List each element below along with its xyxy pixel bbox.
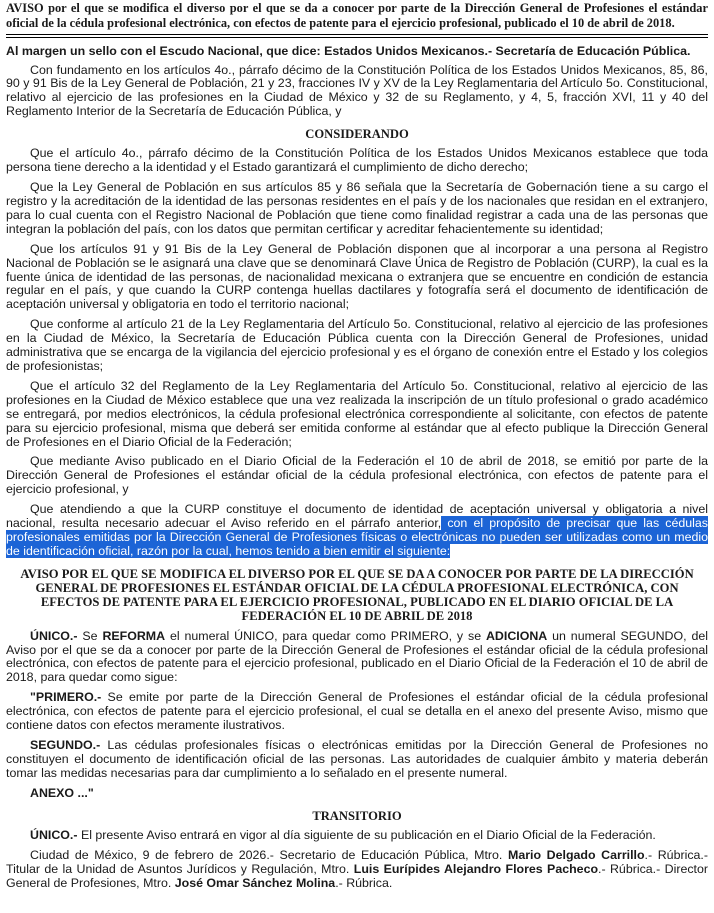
unico-text-2: el numeral ÚNICO, para quedar como PRIMERO, y se [165,628,486,643]
considerando-paragraph-4: Que conforme al artículo 21 de la Ley Reglamentaria del Artículo 5o. Constitucional, relativo al ejercicio de las profesiones en la Ciudad de México, la Secretaría de Educación Pública cuenta con la Dirección General de Profesiones, unidad administrativa que se encarga de la vigilancia del ejercicio profesional y es el órgano de conexión entre el Estado y los colegios de profesionistas; [6,317,708,374]
anexo-line [6,787,708,801]
transitorio-label: ÚNICO.- [30,827,78,842]
segundo-label: SEGUNDO.- [30,737,101,752]
title-rule-bottom [6,37,708,38]
reforma-keyword: REFORMA [102,628,166,643]
aviso-heading: AVISO POR EL QUE SE MODIFICA EL DIVERSO POR EL QUE SE DA A CONOCER POR PARTE DE LA DIRECCIÓN GENERAL DE PROFESIONES EL ESTÁNDAR OFICIAL DE LA CÉDULA PROFESIONAL ELECTRÓNICA, CON EFECTOS DE PATENTE PARA EL EJERCICIO PROFESIONAL, PUBLICADO EN EL DIARIO OFICIAL DE LA FEDERACIÓN EL 10 DE ABRIL DE 2018 [20,566,694,624]
considerando-paragraph-3: Que los artículos 91 y 91 Bis de la Ley General de Población disponen que al incorporar a una persona al Registro Nacional de Población se le asignará una clave que se denominará Clave Única de Registro de Población (CURP), la cual es la fuente única de identidad de las personas, de nacionalidad mexicana o extranjera que se encuentre en condición de estancia regular en el país, y que cuando la CURP contenga huellas dactilares y fotografía será el documento de identificación de aceptación universal y obligatoria en todo el territorio nacional; [6,241,708,312]
signature-paragraph [6,849,708,891]
margin-note: Al margen un sello con el Escudo Nacional, que dice: Estados Unidos Mexicanos.- Secretaría de Educación Pública. [6,43,691,58]
transitorio-paragraph [6,829,708,843]
segundo-text: Las cédulas profesionales físicas o electrónicas emitidas por la Dirección General de Profesiones no constituyen el documento de identificación oficial de las personas. Las autoridades de cualquier ámbito y materia deberán tomar las medidas necesarias para dar cumplimiento a lo señalado en el presente numeral. [6,737,708,780]
adiciona-keyword: ADICIONA [485,628,548,643]
anexo-label: ANEXO ..." [30,785,94,800]
primero-paragraph [6,691,708,733]
considerando-paragraph-5: Que el artículo 32 del Reglamento de la Ley Reglamentaria del Artículo 5o. Constitucional, relativo al ejercicio de las profesiones en la Ciudad de México establece que una vez realizada la inscripción de un título profesional o grado académico se entregará, por medios electrónicos, la cédula profesional electrónica correspondiente al solicitante, con efectos de patente para su ejercicio profesional, misma que deberá ser emitida conforme al estándar que al efecto publique la Dirección General de Profesiones en el Diario Oficial de la Federación; [6,378,708,449]
unico-text-1: Se [77,628,103,643]
signature-text-3: .- Rúbrica.- Director General de Profesiones, Mtro. [6,861,708,890]
considerando-paragraph-2: Que la Ley General de Población en sus artículos 85 y 86 señala que la Secretaría de Gobernación tiene a su cargo el registro y la acreditación de la identidad de las personas residentes en el país y de los nacionales que residan en el extranjero, para lo cual cuenta con el Registro Nacional de Población que tiene como finalidad registrar a cada una de las personas que integran la población del país, con los datos que permitan certificar y acreditar fehacientemente su identidad; [6,180,708,236]
intro-paragraph: Con fundamento en los artículos 4o., párrafo décimo de la Constitución Política de los Estados Unidos Mexicanos, 85, 86, 90 y 91 Bis de la Ley General de Población, 21 y 23, fracciones IV y XV de la Ley Reglamentaria del Artículo 5o. Constitucional, relativo al ejercicio de las profesiones en la Ciudad de México y 32 de su Reglamento, y 4, 5, fracción XVI, 11 y 40 del Reglamento Interior de la Secretaría de Educación Pública, y [6,62,708,119]
unico-text-3: un numeral SEGUNDO, del Aviso por el que se da a conocer por parte de la Dirección General de Profesiones el estándar oficial de la cédula profesional electrónica, con efectos de patente para el ejercicio profesional, publicado en el Diario Oficial de la Federación el 10 de abril de 2018, para quedar como sigue: [6,628,708,685]
segundo-paragraph [6,739,708,781]
unico-paragraph [6,630,708,686]
signature-text-2: .- Rúbrica.- Titular de la Unidad de Asuntos Jurídicos y Regulación, Mtro. [6,847,708,876]
transitorio-text: El presente Aviso entrará en vigor al día siguiente de su publicación en el Diario Oficial de la Federación. [77,827,656,842]
title-rule-top [6,34,708,35]
highlighted-selection[interactable]: con el propósito de precisar que las cédulas profesionales emitidas por la Dirección General de Profesiones físicas o electrónicas no pueden ser utilizadas como un medio de identificación oficial, razón por la cual, hemos tenido a bien emitir el siguiente: [6,516,708,558]
considerando-heading: CONSIDERANDO [305,127,409,142]
considerando-paragraph-6: Que mediante Aviso publicado en el Diario Oficial de la Federación el 10 de abril de 2018, se emitió por parte de la Dirección General de Profesiones el estándar oficial de la cédula profesional electrónica, con efectos de patente para el ejercicio profesional, y [6,454,708,497]
signature-text-4: .- Rúbrica. [335,875,393,890]
document-title: AVISO por el que se modifica el diverso por el que se da a conocer por parte de la Dirección General de Profesiones el estándar oficial de la cédula profesional electrónica, con efectos de patente para el ejercicio profesional, publicado el 10 de abril de 2018. [6,1,708,30]
transitorio-heading: TRANSITORIO [312,808,402,823]
signatory-1: Mario Delgado Carrillo [508,847,645,862]
considerando-paragraph-1: Que el artículo 4o., párrafo décimo de la Constitución Política de los Estados Unidos Mexicanos establece que toda persona tiene derecho a la identidad y el Estado garantizará el cumplimiento de dicho derecho; [6,146,708,175]
considerando-paragraph-7[interactable] [6,503,708,559]
unico-label: ÚNICO.- [30,628,78,643]
primero-text: Se emite por parte de la Dirección General de Profesiones el estándar oficial de la cédula profesional electrónica, con efectos de patente para el ejercicio profesional, el cual se detalla en el anexo del presente Aviso, mismo que contiene datos con efectos meramente ilustrativos. [6,690,708,733]
signatory-3: José Omar Sánchez Molina [174,875,336,890]
signatory-2: Luis Eurípides Alejandro Flores Pacheco [353,861,599,876]
paragraph-7-plain-text: Que atendiendo a que la CURP constituye el documento de identidad de aceptación universal y obligatoria a nivel nacional, resulta necesario adecuar el Aviso referido en el párrafo anterior, [6,502,708,531]
signature-text-1: Ciudad de México, 9 de febrero de 2026.- Secretario de Educación Pública, Mtro. [30,847,508,862]
primero-label: "PRIMERO.- [30,690,102,705]
